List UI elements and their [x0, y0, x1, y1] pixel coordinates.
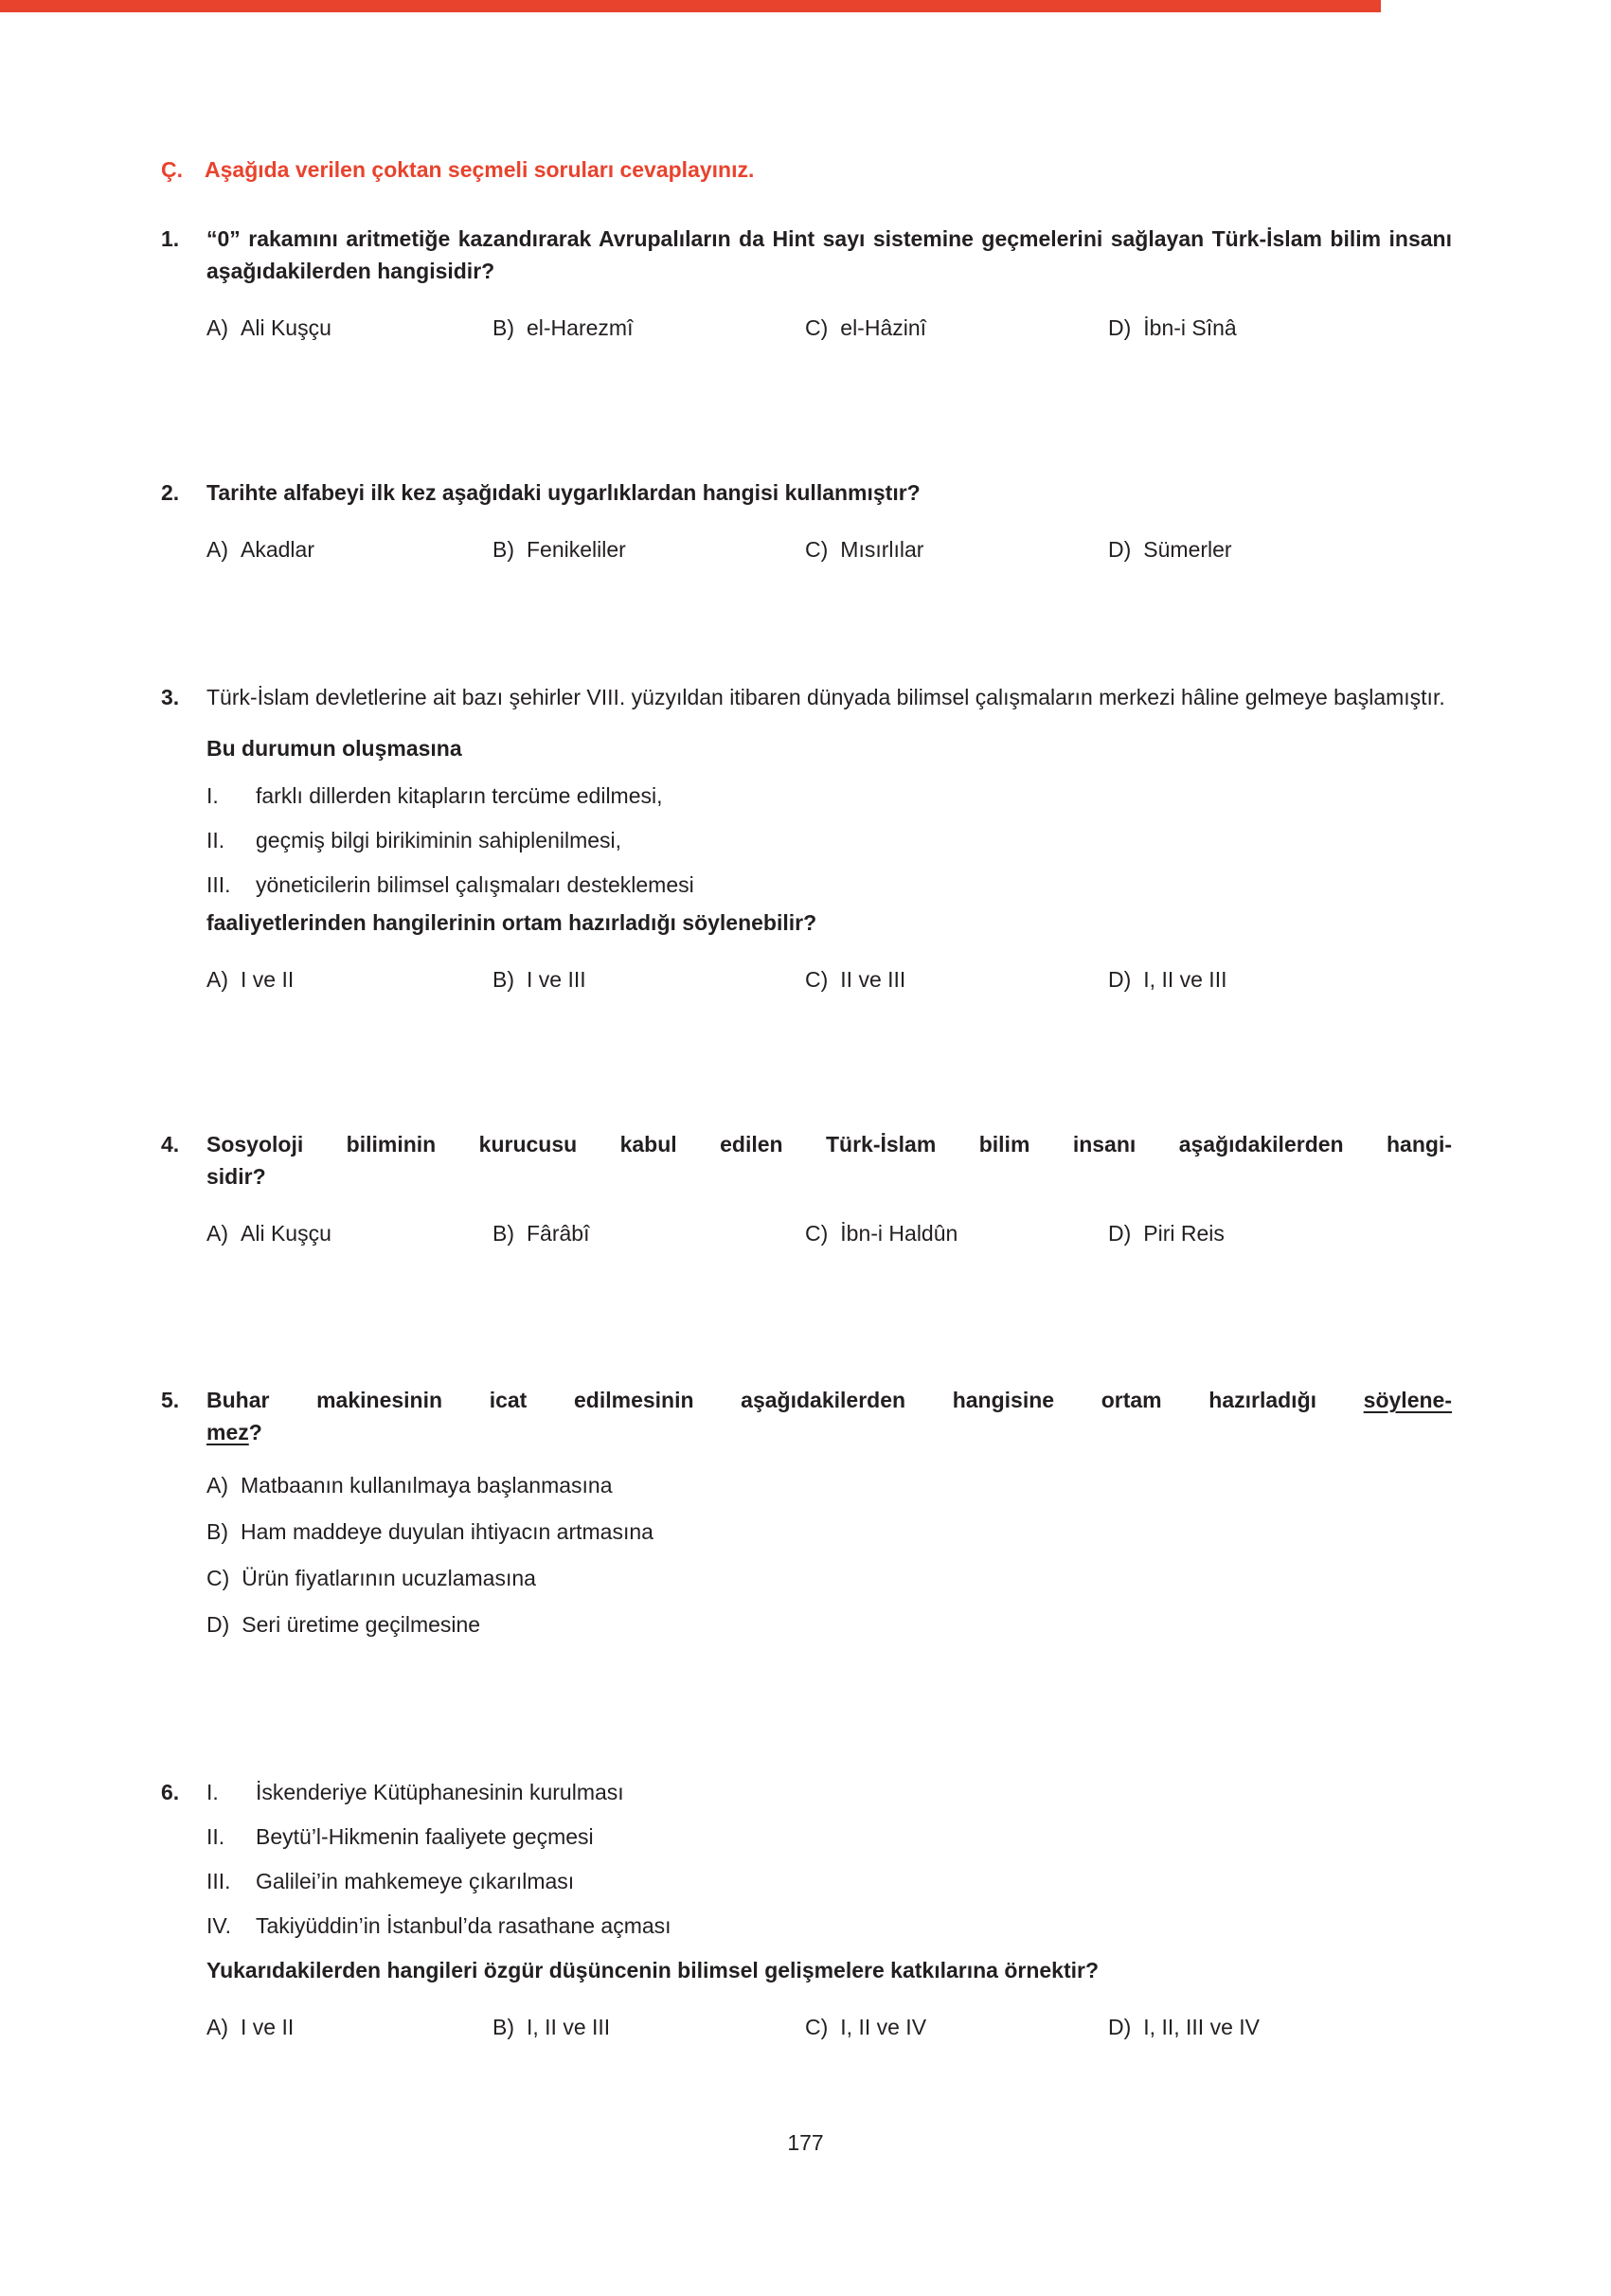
roman-numeral: I. [206, 783, 219, 808]
question-4 [161, 1128, 1452, 1249]
option-b [492, 533, 805, 565]
stem-text: sidir? [206, 1164, 266, 1189]
section-title: Aşağıda verilen çoktan seçmeli soruları cevaplayınız. [205, 157, 755, 182]
stem-underlined-text: mez [206, 1420, 249, 1444]
option-b [492, 2011, 805, 2043]
option-a [206, 963, 492, 996]
page-content [0, 12, 1611, 2043]
option-letter: C) [805, 2015, 829, 2039]
option-letter: C) [805, 967, 829, 992]
option-c [805, 963, 1108, 996]
question-body [206, 476, 1452, 565]
option-letter: B) [492, 967, 514, 992]
question-lead: Bu durumun oluşmasına [206, 736, 462, 761]
question-intro: Türk-İslam devletlerine ait bazı şehirler VIII. yüzyıldan itibaren dünyada bilimsel çalışmaların merkezi hâline gelmeye başlamıştır. [206, 685, 1445, 709]
question-3 [161, 681, 1452, 996]
option-letter: D) [1108, 967, 1132, 992]
question-2 [161, 476, 1452, 565]
option-text: Fârâbî [527, 1221, 590, 1246]
option-text: Seri üretime geçilmesine [242, 1612, 481, 1637]
option-text: Ali Kuşçu [241, 1221, 331, 1246]
option-a [206, 312, 492, 344]
option-a [206, 1217, 492, 1249]
roman-numeral: III. [206, 872, 231, 897]
item-text: Beytü’l-Hikmenin faaliyete geçmesi [256, 1824, 594, 1849]
option-text: Ham maddeye duyulan ihtiyacın artmasına [241, 1519, 653, 1544]
question-number: 3. [161, 685, 180, 709]
stem-text: Sosyoloji biliminin kurucusu kabul edilen Türk-İslam bilim insanı aşağıdakilerden hangi- [206, 1132, 1452, 1157]
roman-items [206, 1776, 1452, 1942]
option-d [1108, 533, 1452, 565]
option-letter: B) [492, 1221, 514, 1246]
question-number: 1. [161, 226, 180, 251]
roman-numeral: I. [206, 1780, 219, 1804]
option-c [805, 2011, 1108, 2043]
option-text: I ve II [241, 2015, 295, 2039]
option-c [206, 1562, 1452, 1594]
option-letter: D) [1108, 2015, 1132, 2039]
option-c [805, 533, 1108, 565]
roman-items [206, 780, 1452, 901]
option-text: el-Harezmî [527, 315, 634, 340]
question-stem: “0” rakamını aritmetiğe kazandırarak Avrupalıların da Hint sayı sistemine geçmelerini sağlayan Türk-İslam bilim insanı aşağıdakilerden hangisidir? [206, 226, 1452, 283]
option-a [206, 1469, 1452, 1501]
option-c [805, 1217, 1108, 1249]
option-d [1108, 1217, 1452, 1249]
option-letter: B) [492, 2015, 514, 2039]
option-letter: B) [206, 1519, 228, 1544]
roman-numeral: III. [206, 1869, 231, 1893]
option-a [206, 2011, 492, 2043]
option-b [492, 1217, 805, 1249]
question-1 [161, 223, 1452, 344]
option-text: II ve III [840, 967, 906, 992]
roman-numeral: II. [206, 828, 225, 852]
roman-item [206, 869, 1452, 901]
option-letter: D) [206, 1612, 230, 1637]
item-text: yöneticilerin bilimsel çalışmaları desteklemesi [256, 872, 694, 897]
option-text: Ali Kuşçu [241, 315, 331, 340]
option-letter: A) [206, 2015, 228, 2039]
option-text: I, II, III ve IV [1143, 2015, 1260, 2039]
item-text: İskenderiye Kütüphanesinin kurulması [256, 1780, 624, 1804]
question-body [206, 1128, 1452, 1249]
option-d [206, 1608, 1452, 1641]
option-d [1108, 312, 1452, 344]
roman-numeral: IV. [206, 1913, 232, 1938]
option-b [492, 312, 805, 344]
option-d [1108, 963, 1452, 996]
stem-text: Buhar makinesinin icat edilmesinin aşağıdakilerden hangisine ortam hazırladığı [206, 1388, 1364, 1412]
question-stem [206, 1128, 1452, 1193]
option-text: Akadlar [241, 537, 314, 562]
option-text: Sümerler [1143, 537, 1232, 562]
option-letter: B) [492, 537, 514, 562]
roman-item [206, 824, 1452, 856]
option-letter: C) [805, 315, 829, 340]
option-text: I ve II [241, 967, 295, 992]
options-row [206, 963, 1452, 996]
options-list [206, 1469, 1452, 1641]
stem-underlined-text: söylene- [1363, 1388, 1452, 1412]
top-red-bar [0, 0, 1381, 12]
question-stem: Tarihte alfabeyi ilk kez aşağıdaki uygarlıklardan hangisi kullanmıştır? [206, 480, 921, 505]
question-tail: faaliyetlerinden hangilerinin ortam hazırladığı söylenebilir? [206, 910, 817, 935]
option-a [206, 533, 492, 565]
roman-item [206, 1910, 1452, 1942]
question-5 [161, 1384, 1452, 1655]
page-footer [0, 2128, 1611, 2157]
section-label: Ç. [161, 157, 183, 182]
options-row [206, 2011, 1452, 2043]
options-row [206, 312, 1452, 344]
option-text: İbn-i Haldûn [840, 1221, 958, 1246]
question-tail: Yukarıdakilerden hangileri özgür düşüncenin bilimsel gelişmelere katkılarına örnektir? [206, 1958, 1100, 1982]
option-letter: A) [206, 315, 228, 340]
option-letter: A) [206, 967, 228, 992]
option-letter: A) [206, 537, 228, 562]
question-number: 5. [161, 1388, 180, 1412]
option-text: Ürün fiyatlarının ucuzlamasına [242, 1566, 536, 1590]
question-body [206, 681, 1452, 996]
question-number: 6. [161, 1780, 180, 1804]
option-letter: C) [206, 1566, 230, 1590]
item-text: Takiyüddin’in İstanbul’da rasathane açması [256, 1913, 671, 1938]
question-body [206, 223, 1452, 344]
option-text: I ve III [527, 967, 586, 992]
option-text: Piri Reis [1143, 1221, 1225, 1246]
item-text: geçmiş bilgi birikiminin sahiplenilmesi, [256, 828, 622, 852]
option-letter: D) [1108, 315, 1132, 340]
page-number: 177 [787, 2130, 824, 2155]
roman-item [206, 780, 1452, 812]
option-text: Mısırlılar [840, 537, 924, 562]
option-b [206, 1516, 1452, 1548]
option-text: el-Hâzinî [840, 315, 927, 340]
roman-item [206, 1821, 1452, 1853]
option-b [492, 963, 805, 996]
option-letter: B) [492, 315, 514, 340]
option-text: İbn-i Sînâ [1143, 315, 1237, 340]
question-stem [206, 1384, 1452, 1448]
question-body [206, 1384, 1452, 1655]
item-text: Galilei’in mahkemeye çıkarılması [256, 1869, 575, 1893]
option-text: I, II ve IV [840, 2015, 927, 2039]
option-d [1108, 2011, 1452, 2043]
option-text: Matbaanın kullanılmaya başlanmasına [241, 1473, 613, 1498]
roman-numeral: II. [206, 1824, 225, 1849]
option-text: Fenikeliler [527, 537, 626, 562]
question-number: 2. [161, 480, 180, 505]
option-text: I, II ve III [1143, 967, 1227, 992]
option-letter: C) [805, 537, 829, 562]
option-letter: C) [805, 1221, 829, 1246]
stem-text: ? [248, 1420, 262, 1444]
roman-item [206, 1776, 1452, 1808]
item-text: farklı dillerden kitapların tercüme edilmesi, [256, 783, 663, 808]
option-letter: D) [1108, 537, 1132, 562]
option-letter: A) [206, 1473, 228, 1498]
section-header [161, 154, 1452, 185]
roman-item [206, 1865, 1452, 1897]
option-c [805, 312, 1108, 344]
option-letter: A) [206, 1221, 228, 1246]
option-text: I, II ve III [527, 2015, 611, 2039]
question-body [206, 1776, 1452, 2043]
options-row [206, 1217, 1452, 1249]
question-number: 4. [161, 1132, 180, 1157]
options-row [206, 533, 1452, 565]
option-letter: D) [1108, 1221, 1132, 1246]
question-6 [161, 1776, 1452, 2043]
